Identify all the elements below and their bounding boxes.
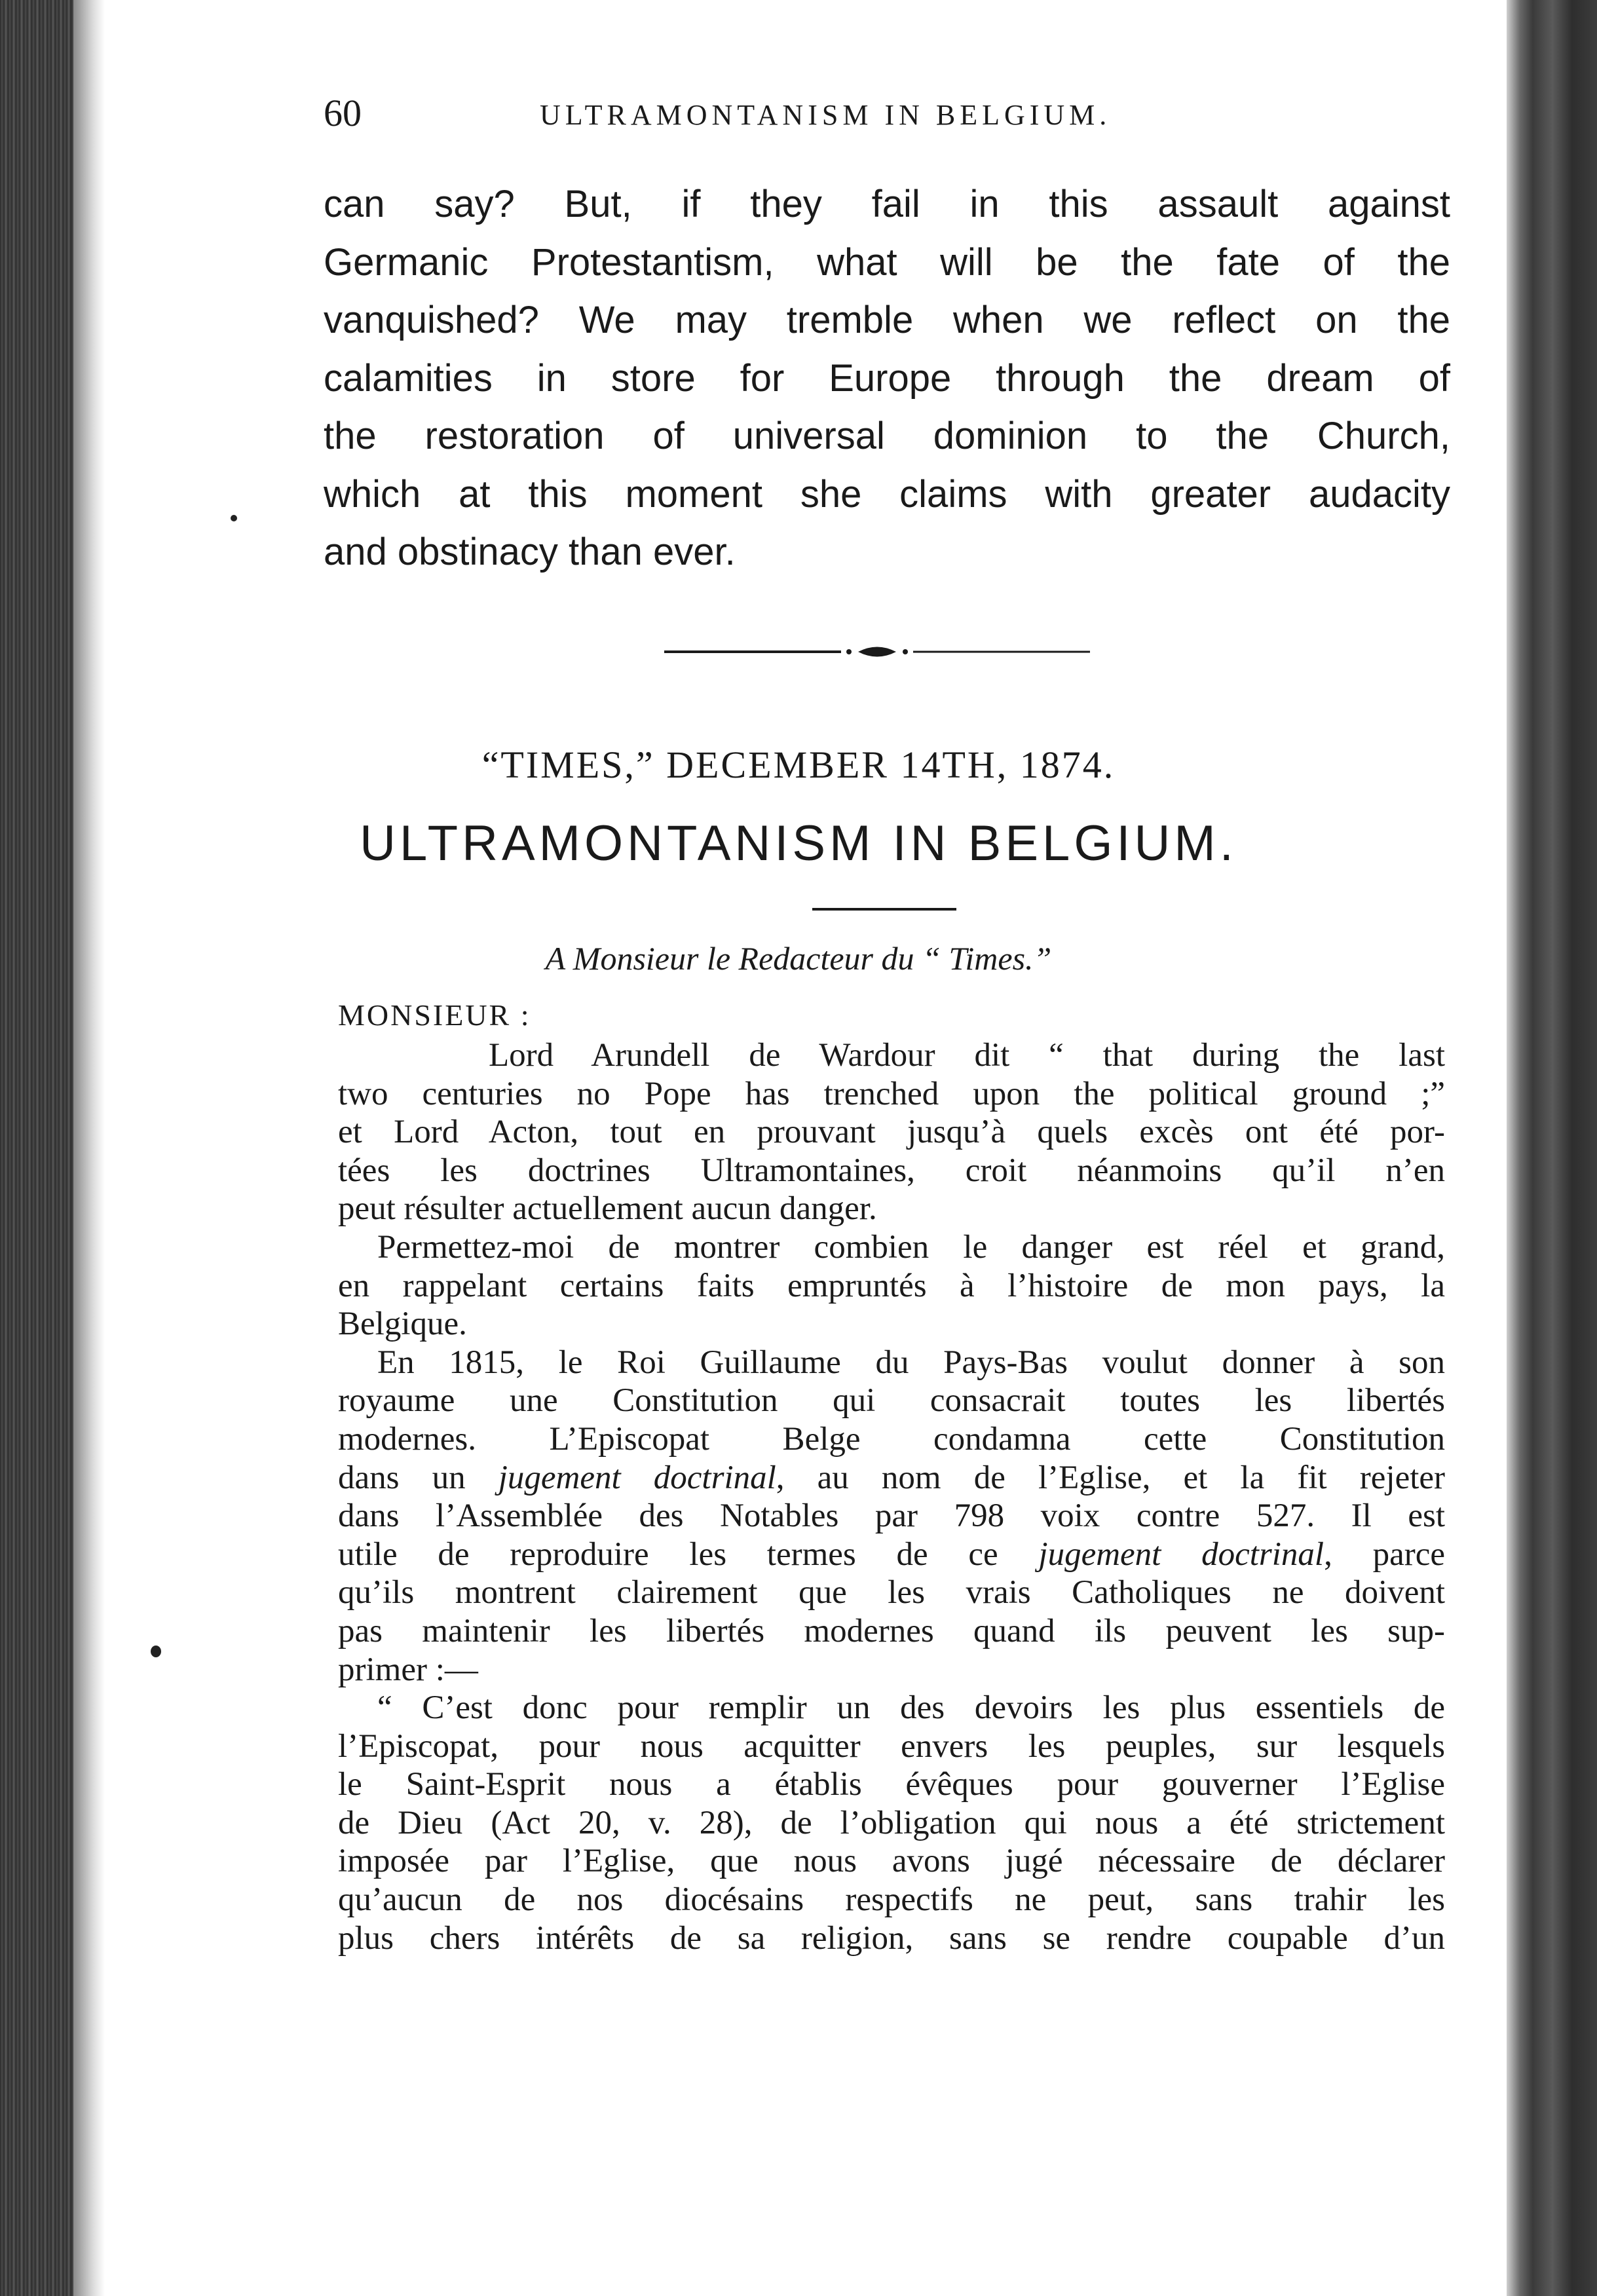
text-line: de Dieu (Act 20, v. 28), de l’obligation qui nous a été strictement — [338, 1804, 1445, 1841]
text-line: the restoration of universal dominion to the Church, — [324, 415, 1450, 457]
text-line: can say? But, if they fail in this assault against — [324, 183, 1450, 225]
text-line: Belgique. — [338, 1306, 467, 1343]
text-line: tées les doctrines Ultramontaines, croit néanmoins qu’il n’en — [338, 1152, 1445, 1189]
text-line: primer :— — [338, 1651, 478, 1688]
text-line: dans un jugement doctrinal, au nom de l’Eglise, et la fit rejeter — [338, 1459, 1446, 1496]
ink-speck — [151, 1646, 161, 1657]
text-line: peut résulter actuellement aucun danger. — [338, 1190, 877, 1228]
text-line: qu’ils montrent clairement que les vrais Catholiques ne doivent — [338, 1574, 1445, 1611]
text-line: En 1815, le Roi Guillaume du Pays-Bas voulut donner à son — [377, 1344, 1445, 1381]
text-line: and obstinacy than ever. — [324, 531, 736, 573]
text-line: calamities in store for Europe through the dream of — [324, 356, 1450, 400]
text-line: et Lord Acton, tout en prouvant jusqu’à quels excès ont été por- — [338, 1114, 1445, 1151]
text-line: Permettez-moi de montrer combien le danger est réel et grand, — [377, 1228, 1445, 1266]
page-header — [324, 90, 1450, 136]
text-line: imposée par l’Eglise, que nous avons jugé nécessaire de déclarer — [338, 1843, 1445, 1880]
italic-phrase: jugement doctrinal — [498, 1459, 776, 1496]
article-title: ULTRAMONTANISM IN BELGIUM. — [360, 816, 1237, 871]
article-date-line: “TIMES,” DECEMBER 14TH, 1874. — [481, 743, 1116, 786]
letter-salutation: MONSIEUR : — [338, 998, 531, 1032]
text-line: Lord Arundell de Wardour dit “ that during the last — [489, 1037, 1445, 1074]
italic-phrase: jugement doctrinal — [1038, 1535, 1325, 1573]
text-line: modernes. L’Episcopat Belge condamna cette Constitution — [338, 1420, 1445, 1458]
continuation-paragraph — [324, 176, 1450, 582]
ink-speck — [231, 515, 237, 521]
text-line: plus chers intérêts de sa religion, sans se rendre coupable d’un — [338, 1919, 1445, 1957]
page-edge-right — [1507, 0, 1597, 2296]
text-line: Germanic Protestantism, what will be the fate of the — [324, 240, 1450, 284]
text-line: royaume une Constitution qui consacrait toutes les libertés — [338, 1382, 1445, 1420]
text-line: which at this moment she claims with greater audacity — [324, 472, 1450, 516]
text-line: pas maintenir les libertés modernes quand ils peuvent les sup- — [338, 1612, 1445, 1649]
text-line: two centuries no Pope has trenched upon the political ground ;” — [338, 1075, 1445, 1112]
text-line: qu’aucun de nos diocésains respectifs ne peut, sans trahir les — [338, 1881, 1445, 1919]
running-head: ULTRAMONTANISM IN BELGIUM. — [540, 99, 1112, 131]
text-line: utile de reproduire les termes de ce jugement doctrinal, parce — [338, 1535, 1445, 1573]
text-line: dans l’Assemblée des Notables par 798 voix contre 527. Il est — [338, 1497, 1445, 1535]
text-line: le Saint-Esprit nous a établis évêques pour gouverner l’Eglise — [338, 1766, 1445, 1803]
binding-shadow — [73, 0, 105, 2296]
title-rule — [812, 908, 956, 911]
text-line: l’Episcopat, pour nous acquitter envers les peuples, sur lesquels — [338, 1727, 1445, 1765]
text-line: “ C’est donc pour remplir un des devoirs les plus essentiels de — [377, 1689, 1445, 1727]
section-ornament — [664, 637, 1090, 667]
binding-edge-left — [0, 0, 73, 2296]
letter-body — [338, 1036, 1445, 1957]
text-line: vanquished? We may tremble when we reflect on the — [324, 299, 1450, 341]
text-line: en rappelant certains faits empruntés à l’histoire de mon pays, la — [338, 1267, 1445, 1304]
page-number: 60 — [324, 92, 362, 134]
letter-address: A Monsieur le Redacteur du “ Times.” — [545, 940, 1052, 977]
